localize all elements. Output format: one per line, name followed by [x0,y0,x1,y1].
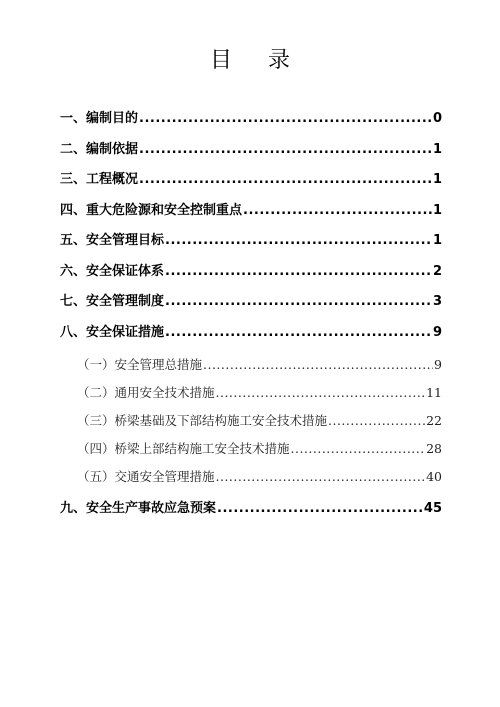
toc-entry-page: 3 [432,294,442,309]
toc-entry-label: 二、编制依据 [60,141,139,157]
toc-entry-label: 一、编制目的 [60,111,139,126]
dot-leader [165,226,432,257]
toc-entry-page: 9 [432,324,442,340]
toc-entry-label: 三、工程概况 [60,172,139,187]
toc-entry-page: 1 [432,233,442,248]
dot-leader [139,104,432,135]
dot-leader [165,287,432,318]
toc-entry-label: （五）交通安全管理措施 [77,469,215,484]
toc-entry-label: （一）安全管理总措施 [77,357,203,372]
dot-leader [328,407,425,435]
toc-entry-label: （二）通用安全技术措施 [77,385,215,400]
dot-leader [243,196,432,227]
dot-leader [203,351,433,379]
dot-leader [291,435,426,463]
toc-entry-page: 22 [426,413,442,428]
toc-entry-label: 八、安全保证措施 [60,324,165,340]
toc-entry-page: 1 [432,141,442,157]
toc-entry-label: （四）桥梁上部结构施工安全技术措施 [77,441,290,456]
dot-leader [165,318,432,349]
toc-subentry-4[interactable] [60,435,442,463]
dot-leader [139,165,432,196]
toc-subentry-3[interactable] [60,407,442,435]
toc-entry-page: 1 [432,202,442,218]
title-char-1: 目 [209,48,232,73]
toc-entry-label: （三）桥梁基础及下部结构施工安全技术措施 [77,413,328,428]
toc-entry-label: 九、安全生产事故应急预案 [60,501,217,516]
toc-entry-7[interactable] [60,287,442,318]
toc-entry-6[interactable] [60,257,442,288]
toc-entry-page: 0 [432,111,442,126]
toc-entry-page: 40 [426,469,442,484]
table-of-contents [60,104,442,525]
toc-subentry-2[interactable] [60,379,442,407]
toc-entry-page: 9 [434,357,442,372]
dot-leader [139,135,432,166]
toc-entry-page: 2 [432,263,442,279]
toc-entry-label: 五、安全管理目标 [60,233,165,248]
toc-entry-page: 28 [426,441,442,456]
dot-leader [216,379,426,407]
toc-entry-1[interactable] [60,104,442,135]
toc-entry-2[interactable] [60,135,442,166]
toc-subentry-1[interactable] [60,351,442,379]
toc-entry-5[interactable] [60,226,442,257]
toc-entry-label: 四、重大危险源和安全控制重点 [60,202,243,218]
toc-entry-page: 1 [432,172,442,187]
toc-entry-page: 11 [426,385,442,400]
toc-entry-9[interactable] [60,494,442,525]
toc-entry-8[interactable] [60,318,442,349]
title-char-2: 录 [268,48,291,73]
dot-leader [165,257,432,288]
toc-entry-4[interactable] [60,196,442,227]
dot-leader [217,494,423,525]
toc-entry-page: 45 [423,501,442,516]
page-title [0,48,500,74]
toc-entry-label: 七、安全管理制度 [60,294,165,309]
toc-entry-label: 六、安全保证体系 [60,263,165,279]
dot-leader [216,463,426,491]
toc-subentry-5[interactable] [60,463,442,491]
toc-entry-3[interactable] [60,165,442,196]
